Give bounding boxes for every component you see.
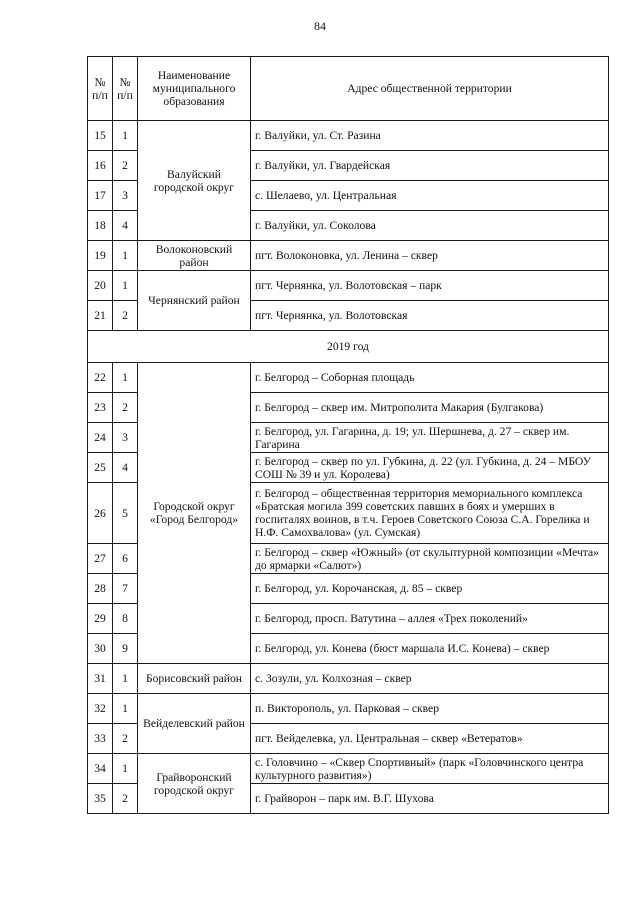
address-cell: с. Шелаево, ул. Центральная <box>251 181 609 211</box>
row-number: 26 <box>88 483 113 544</box>
row-number: 35 <box>88 784 113 814</box>
municipality-cell: Вейделевский район <box>138 694 251 754</box>
address-cell: пгт. Чернянка, ул. Волотовская <box>251 301 609 331</box>
address-cell: пгт. Волоконовка, ул. Ленина – сквер <box>251 241 609 271</box>
public-territories-table <box>87 56 609 814</box>
address-cell: с. Зозули, ул. Колхозная – сквер <box>251 664 609 694</box>
row-subnumber: 2 <box>113 301 138 331</box>
row-subnumber: 1 <box>113 121 138 151</box>
row-number: 34 <box>88 754 113 784</box>
address-cell: г. Белгород – сквер им. Митрополита Макария (Булгакова) <box>251 393 609 423</box>
row-subnumber: 1 <box>113 363 138 393</box>
row-subnumber: 2 <box>113 151 138 181</box>
row-number: 32 <box>88 694 113 724</box>
row-subnumber: 4 <box>113 453 138 483</box>
row-number: 28 <box>88 574 113 604</box>
address-cell: г. Валуйки, ул. Соколова <box>251 211 609 241</box>
row-subnumber: 1 <box>113 664 138 694</box>
row-number: 31 <box>88 664 113 694</box>
address-cell: п. Викторополь, ул. Парковая – сквер <box>251 694 609 724</box>
address-cell: г. Белгород, ул. Гагарина, д. 19; ул. Шершнева, д. 27 – сквер им. Гагарина <box>251 423 609 453</box>
table-row <box>88 271 609 301</box>
header-address: Адрес общественной территории <box>251 57 609 121</box>
address-cell: г. Белгород, просп. Ватутина – аллея «Трех поколений» <box>251 604 609 634</box>
row-number: 23 <box>88 393 113 423</box>
municipality-cell: Борисовский район <box>138 664 251 694</box>
address-cell: г. Грайворон – парк им. В.Г. Шухова <box>251 784 609 814</box>
municipality-cell: Грайворонский городской округ <box>138 754 251 814</box>
page-number: 84 <box>314 19 326 33</box>
row-subnumber: 3 <box>113 181 138 211</box>
address-cell: г. Белгород – общественная территория мемориального комплекса «Братская могила 399 советских павших в боях и умерших в госпиталях воинов, в т.ч. Героев Советского Союза С.А. Горелика и Н.Ф. Самохвалова» (ул. Сумская) <box>251 483 609 544</box>
address-cell: г. Белгород – Соборная площадь <box>251 363 609 393</box>
address-cell: г. Валуйки, ул. Ст. Разина <box>251 121 609 151</box>
row-number: 25 <box>88 453 113 483</box>
address-cell: с. Головчино – «Сквер Спортивный» (парк «Головчинского центра культурного развития») <box>251 754 609 784</box>
row-subnumber: 1 <box>113 694 138 724</box>
row-subnumber: 3 <box>113 423 138 453</box>
table-row <box>88 121 609 151</box>
header-number-1: № п/п <box>88 57 113 121</box>
table-row <box>88 694 609 724</box>
table-row <box>88 241 609 271</box>
table-row <box>88 664 609 694</box>
row-number: 29 <box>88 604 113 634</box>
municipality-cell: Волоконовский район <box>138 241 251 271</box>
address-cell: г. Белгород – сквер по ул. Губкина, д. 22 (ул. Губкина, д. 24 – МБОУ СОШ № 39 и ул. Королева) <box>251 453 609 483</box>
row-subnumber: 4 <box>113 211 138 241</box>
row-number: 22 <box>88 363 113 393</box>
row-number: 20 <box>88 271 113 301</box>
municipality-cell: Валуйский городской округ <box>138 121 251 241</box>
row-number: 19 <box>88 241 113 271</box>
header-municipality: Наименование муниципального образования <box>138 57 251 121</box>
row-number: 16 <box>88 151 113 181</box>
row-number: 17 <box>88 181 113 211</box>
address-cell: г. Белгород, ул. Корочанская, д. 85 – сквер <box>251 574 609 604</box>
row-subnumber: 2 <box>113 724 138 754</box>
row-number: 27 <box>88 544 113 574</box>
row-subnumber: 1 <box>113 754 138 784</box>
row-subnumber: 5 <box>113 483 138 544</box>
table-row <box>88 363 609 393</box>
row-subnumber: 8 <box>113 604 138 634</box>
row-number: 30 <box>88 634 113 664</box>
address-cell: г. Белгород, ул. Конева (бюст маршала И.С. Конева) – сквер <box>251 634 609 664</box>
address-cell: г. Белгород – сквер «Южный» (от скульптурной композиции «Мечта» до ярмарки «Салют») <box>251 544 609 574</box>
table-header-row <box>88 57 609 121</box>
row-subnumber: 1 <box>113 271 138 301</box>
row-subnumber: 1 <box>113 241 138 271</box>
row-subnumber: 9 <box>113 634 138 664</box>
row-subnumber: 6 <box>113 544 138 574</box>
municipality-cell: Городской округ «Город Белгород» <box>138 363 251 664</box>
header-number-2: № п/п <box>113 57 138 121</box>
table-row <box>88 754 609 784</box>
row-number: 18 <box>88 211 113 241</box>
row-number: 15 <box>88 121 113 151</box>
year-row <box>88 331 609 363</box>
row-number: 24 <box>88 423 113 453</box>
row-subnumber: 7 <box>113 574 138 604</box>
year-heading: 2019 год <box>88 331 609 363</box>
row-number: 21 <box>88 301 113 331</box>
row-number: 33 <box>88 724 113 754</box>
address-cell: пгт. Чернянка, ул. Волотовская – парк <box>251 271 609 301</box>
row-subnumber: 2 <box>113 393 138 423</box>
municipality-cell: Чернянский район <box>138 271 251 331</box>
row-subnumber: 2 <box>113 784 138 814</box>
address-cell: г. Валуйки, ул. Гвардейская <box>251 151 609 181</box>
address-cell: пгт. Вейделевка, ул. Центральная – сквер «Ветератов» <box>251 724 609 754</box>
